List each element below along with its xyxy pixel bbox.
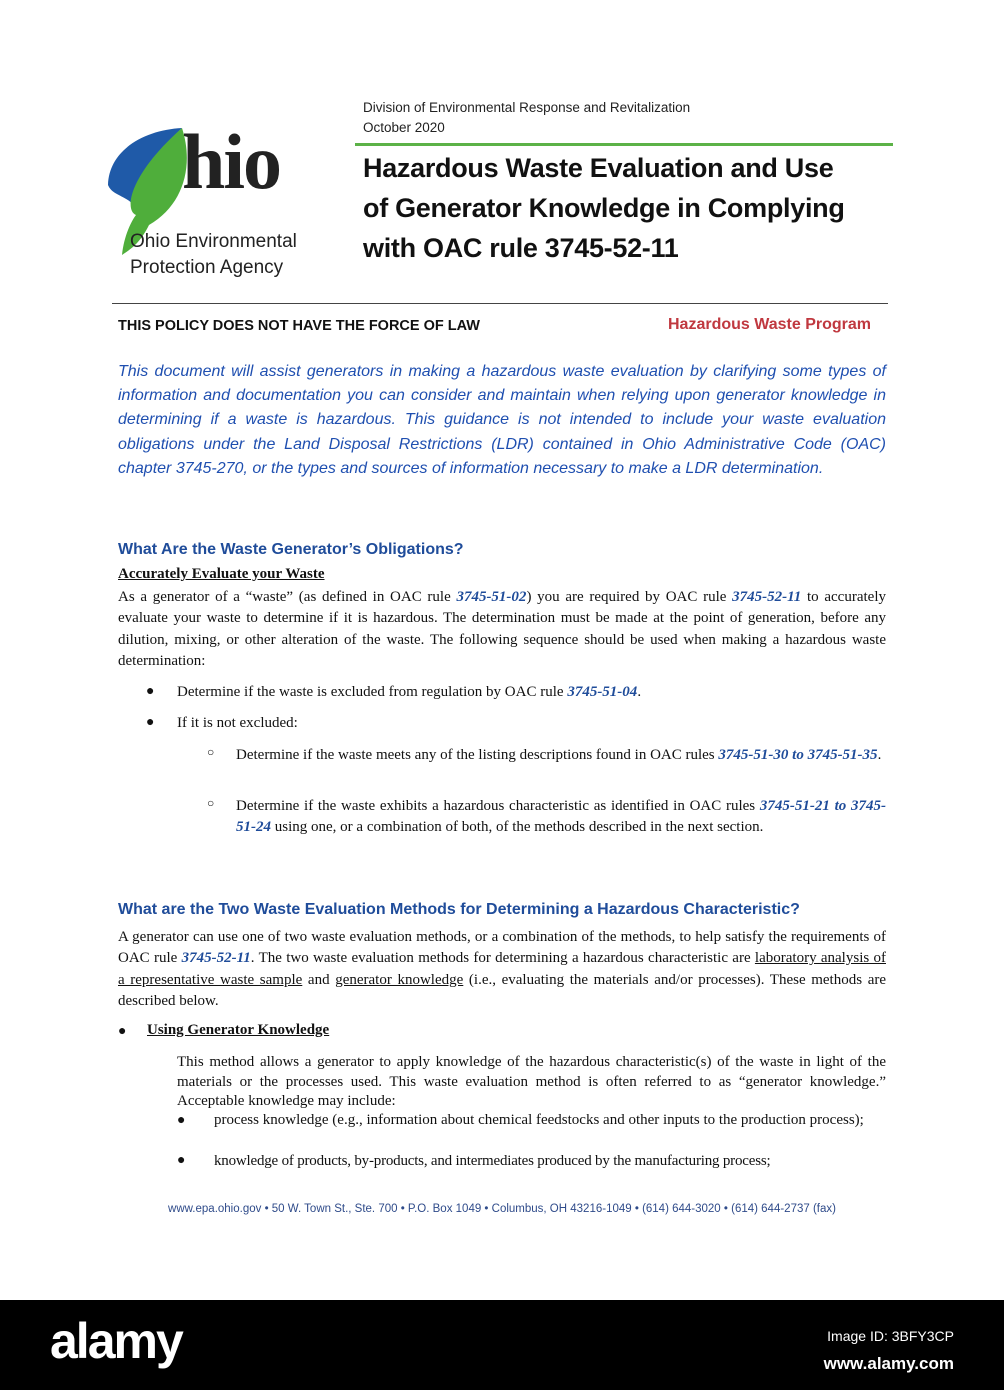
- section-heading: What Are the Waste Generator’s Obligations?: [118, 541, 464, 558]
- footer-contact: www.epa.ohio.gov • 50 W. Town St., Ste. 700 • P.O. Box 1049 • Columbus, OH 43216-1049 • (614) 644-3020 • (614) 644-2737 (fax): [168, 1203, 836, 1215]
- document-title: [363, 148, 845, 268]
- alamy-logo: alamy: [50, 1313, 182, 1369]
- agency-name: Ohio Environmental: [130, 231, 297, 252]
- bullet-icon: ●: [118, 1024, 127, 1039]
- watermark-info: [824, 1322, 954, 1378]
- bullet-icon: ●: [177, 1153, 186, 1168]
- list-item: If it is not excluded:: [177, 715, 298, 731]
- list-item: process knowledge (e.g., information about chemical feedstocks and other inputs to the production process);: [214, 1112, 864, 1128]
- title-line: with OAC rule 3745-52-11: [363, 233, 679, 263]
- logo-wordmark: hio: [182, 118, 281, 205]
- title-line: of Generator Knowledge in Complying: [363, 193, 845, 223]
- ohio-epa-logo: [104, 118, 324, 285]
- paragraph: This method allows a generator to apply knowledge of the hazardous characteristic(s) of the waste in light of the materials or the processes used. This waste evaluation method is often referred to as “generator knowledge.” Acceptable knowledge may include:: [177, 1054, 886, 1109]
- green-divider: [355, 143, 893, 146]
- list-item: Determine if the waste is excluded from regulation by OAC rule 3745-51-04.: [177, 684, 642, 700]
- rule-link[interactable]: 3745-51-30 to 3745-51-35: [718, 747, 878, 763]
- list-item: knowledge of products, by-products, and intermediates produced by the manufacturing process;: [214, 1153, 771, 1169]
- image-id: Image ID: 3BFY3CP: [827, 1328, 954, 1344]
- subheading: Accurately Evaluate your Waste: [118, 566, 325, 582]
- rule-link[interactable]: 3745-51-04: [567, 684, 638, 700]
- list-item: Determine if the waste exhibits a hazardous characteristic as identified in OAC rules 3745-51-21 to 3745-51-24 using one, or a combination of both, of the methods described in the next section.: [236, 798, 886, 836]
- paragraph: As a generator of a “waste” (as defined in OAC rule 3745-51-02) you are required by OAC rule 3745-52-11 to accurately evaluate your waste to determine if it is hazardous. The determination must be made at the point of generation, before any dilution, mixing, or other alteration of the waste. The following sequence should be used when making a hazardous waste determination:: [118, 589, 886, 669]
- agency-name: Protection Agency: [130, 257, 284, 278]
- circle-bullet-icon: ○: [207, 745, 215, 759]
- site-url: www.alamy.com: [823, 1354, 954, 1373]
- program-name: Hazardous Waste Program: [668, 316, 872, 333]
- bullet-icon: ●: [146, 684, 155, 699]
- rule-link[interactable]: 3745-52-11: [181, 950, 251, 967]
- division-name: Division of Environmental Response and Revitalization: [363, 100, 691, 115]
- list-item: Using Generator Knowledge: [147, 1022, 330, 1038]
- rule-link[interactable]: 3745-51-21 to 3745-51-24: [236, 798, 886, 836]
- intro-paragraph: This document will assist generators in making a hazardous waste evaluation by clarifying some types of information and documentation you can consider and maintain when relying upon generator knowledge in determining if a waste is hazardous. This guidance is not intended to include your waste evaluation obligations under the Land Disposal Restrictions (LDR) contained in Ohio Administrative Code (OAC) chapter 3745-270, or the types and sources of information necessary to make a LDR determination.: [118, 363, 886, 477]
- policy-note: THIS POLICY DOES NOT HAVE THE FORCE OF LAW: [118, 318, 480, 334]
- header-rule: [112, 303, 888, 304]
- rule-link[interactable]: 3745-51-02: [456, 589, 527, 605]
- date: October 2020: [363, 120, 445, 135]
- division-header: [363, 98, 690, 138]
- list-item: Determine if the waste meets any of the listing descriptions found in OAC rules 3745-51-30 to 3745-51-35.: [236, 747, 882, 763]
- section-heading: What are the Two Waste Evaluation Methods for Determining a Hazardous Characteristic?: [118, 901, 800, 918]
- title-line: Hazardous Waste Evaluation and Use: [363, 153, 834, 183]
- paragraph: A generator can use one of two waste evaluation methods, or a combination of the methods, to help satisfy the requirements of OAC rule 3745-52-11. The two waste evaluation methods for determining a hazardous characteristic are laboratory analysis of a representative waste sample and generator knowledge (i.e., evaluating the materials and/or processes). These methods are described below.: [118, 929, 886, 1009]
- bullet-icon: ●: [177, 1113, 186, 1128]
- rule-link[interactable]: 3745-52-11: [732, 589, 802, 605]
- bullet-icon: ●: [146, 715, 155, 730]
- circle-bullet-icon: ○: [207, 796, 215, 810]
